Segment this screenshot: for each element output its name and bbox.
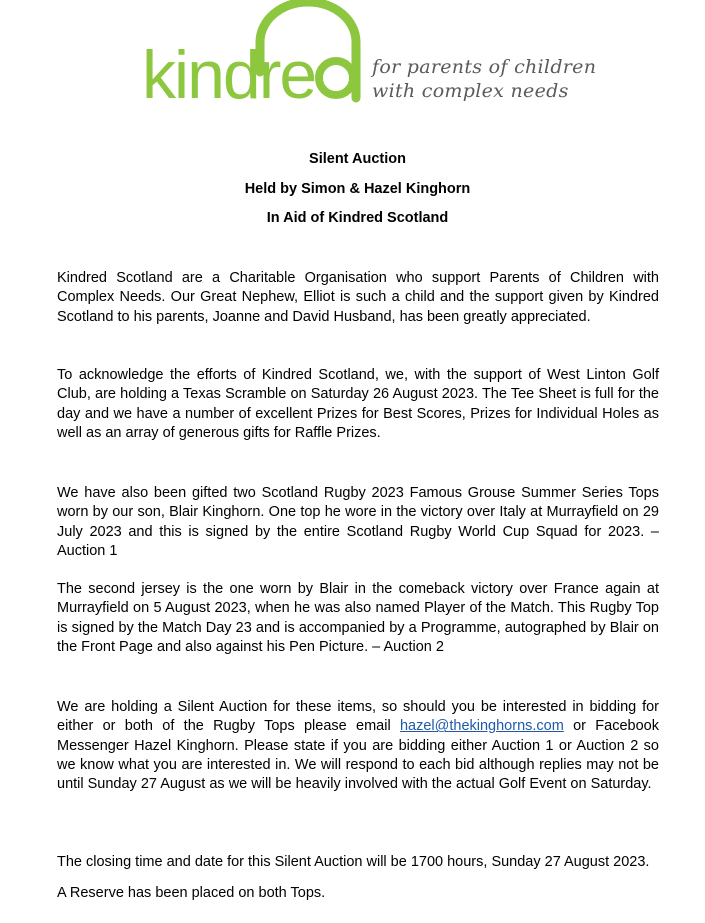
logo-tagline [372,55,596,103]
how-to-bid-text-start: We are holding a Silent Auction for these items, so should you be interested in bidding for either or both of the Rugby Tops please email [57,699,659,735]
paragraph-golf-event: To acknowledge the efforts of Kindred Scotland, we, with the support of West Linton Golf Club, are holding a Texas Scramble on Saturday 26 August 2023. The Tee Sheet is full for the day and we have a number of excellent Prizes for Best Scores, Prizes for Individual Holes as well as an array of generous gifts for Raffle Prizes. [57,367,659,441]
svg-text:kindre: kindre [142,37,316,113]
paragraph-reserve: A Reserve has been placed on both Tops. [57,885,326,901]
paragraph-intro: Kindred Scotland are a Charitable Organisation who support Parents of Children with Complex Needs. Our Great Nephew, Elliot is such a child and the support given by Kindred Scotland to his parents, Joanne and David Husband, has been greatly appreciated. [57,270,659,325]
email-link[interactable]: hazel@thekinghorns.com [399,718,564,735]
paragraph-closing-time: The closing time and date for this Silent Auction will be 1700 hours, Sunday 27 August 2023. [57,854,650,870]
document-headings [0,148,705,237]
paragraph-auction-1: We have also been gifted two Scotland Rugby 2023 Famous Grouse Summer Series Tops worn by our son, Blair Kinghorn. One top he wore in the victory over Italy at Murrayfield on 29 July 2023 and this is signed by the entire Scotland Rugby World Cup Squad for 2023. – Auction 1 [57,485,659,559]
kindred-logo [130,0,600,120]
how-to-bid-text-end: or Facebook Messenger Hazel Kinghorn. Please state if you are bidding either Auction 1 or Auction 2 so we know what you are interested in. We will respond to each bid although replies may not be until Sunday 27 August as we will be heavily involved with the actual Golf Event on Saturday. [57,718,659,793]
kindred-wordmark-logo [140,0,368,115]
tagline-line-2: with complex needs [372,80,569,102]
paragraph-how-to-bid [57,698,659,794]
document-aid-heading: In Aid of Kindred Scotland [266,210,449,226]
document-subtitle: Held by Simon & Hazel Kinghorn [244,180,471,197]
document-title: Silent Auction [309,151,406,167]
paragraph-auction-2: The second jersey is the one worn by Blair in the comeback victory over France again at Murrayfield on 5 August 2023, when he was also named Player of the Match. This Rugby Top is signed by the Match Day 23 and is accompanied by a Programme, autographed by Blair on the Front Page and also against his Pen Picture. – Auction 2 [57,581,659,655]
tagline-line-1: for parents of children [372,56,597,78]
